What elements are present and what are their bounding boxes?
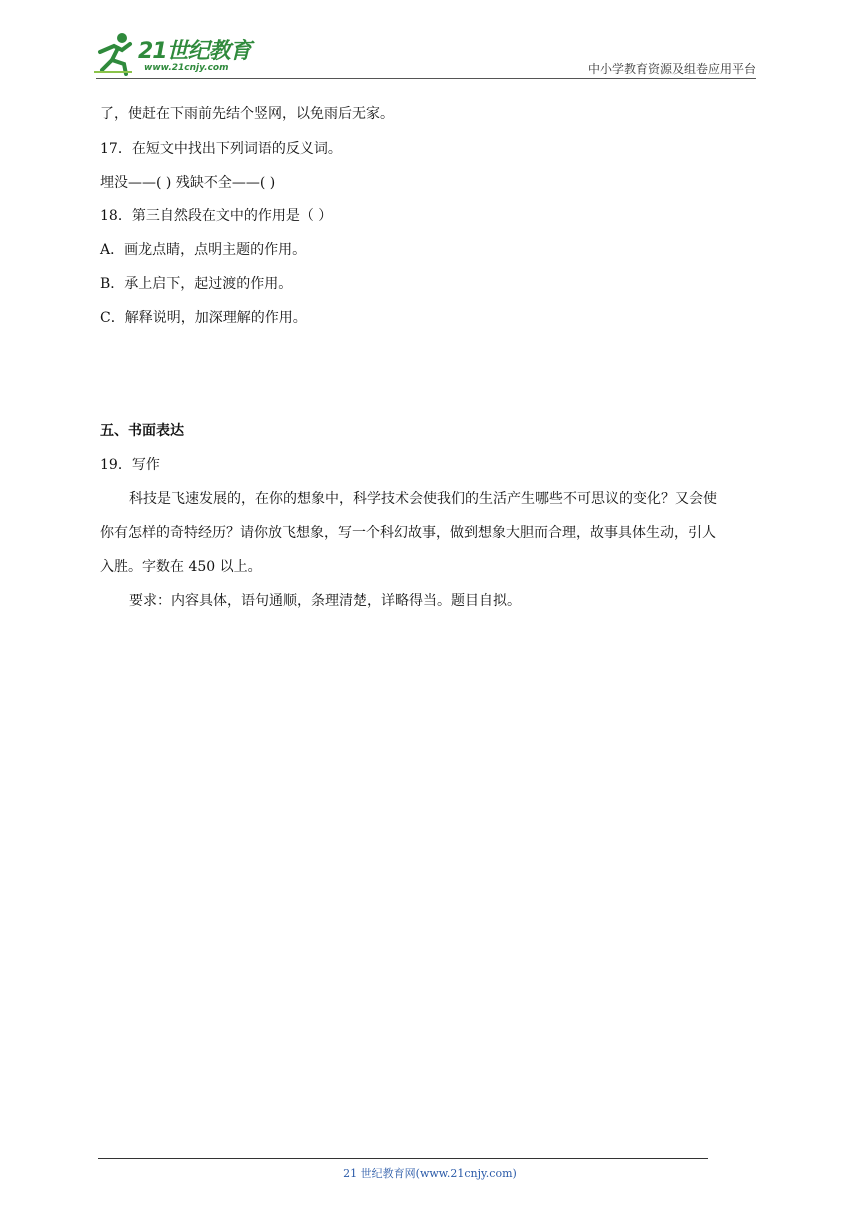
site-logo[interactable] <box>92 30 262 80</box>
question-17: 17．在短文中找出下列词语的反义词。 <box>100 141 342 157</box>
question-18: 18．第三自然段在文中的作用是（ ） <box>100 208 333 224</box>
section-title: 五、书面表达 <box>100 423 184 439</box>
prompt-line-3: 入胜。字数在 450 以上。 <box>100 559 262 575</box>
logo-url: www.21cnjy.com <box>144 63 229 73</box>
requirement-line: 要求：内容具体，语句通顺，条理清楚，详略得当。题目自拟。 <box>129 593 521 609</box>
page-header <box>0 0 860 90</box>
option-a: A．画龙点睛，点明主题的作用。 <box>100 242 307 258</box>
option-c: C．解释说明，加深理解的作用。 <box>100 310 307 326</box>
question-19: 19．写作 <box>100 457 160 473</box>
header-divider <box>96 78 756 79</box>
runner-icon <box>92 30 138 76</box>
logo-text: 21世纪教育 <box>138 39 251 64</box>
platform-label: 中小学教育资源及组卷应用平台 <box>587 62 756 76</box>
footer-divider <box>98 1158 708 1159</box>
prompt-line-1: 科技是飞速发展的，在你的想象中，科学技术会使我们的生活产生哪些不可思议的变化？又会使 <box>129 491 717 507</box>
prompt-line-2: 你有怎样的奇特经历？请你放飞想象，写一个科幻故事，做到想象大胆而合理，故事具体生动，引人 <box>100 525 716 541</box>
option-b: B．承上启下，起过渡的作用。 <box>100 276 293 292</box>
footer-link[interactable]: 21 世纪教育网(www.21cnjy.com) <box>343 1167 517 1180</box>
antonym-blanks: 埋没——( ) 残缺不全——( ) <box>100 175 276 191</box>
text-line: 了，使赶在下雨前先结个竖网，以免雨后无家。 <box>100 106 394 122</box>
